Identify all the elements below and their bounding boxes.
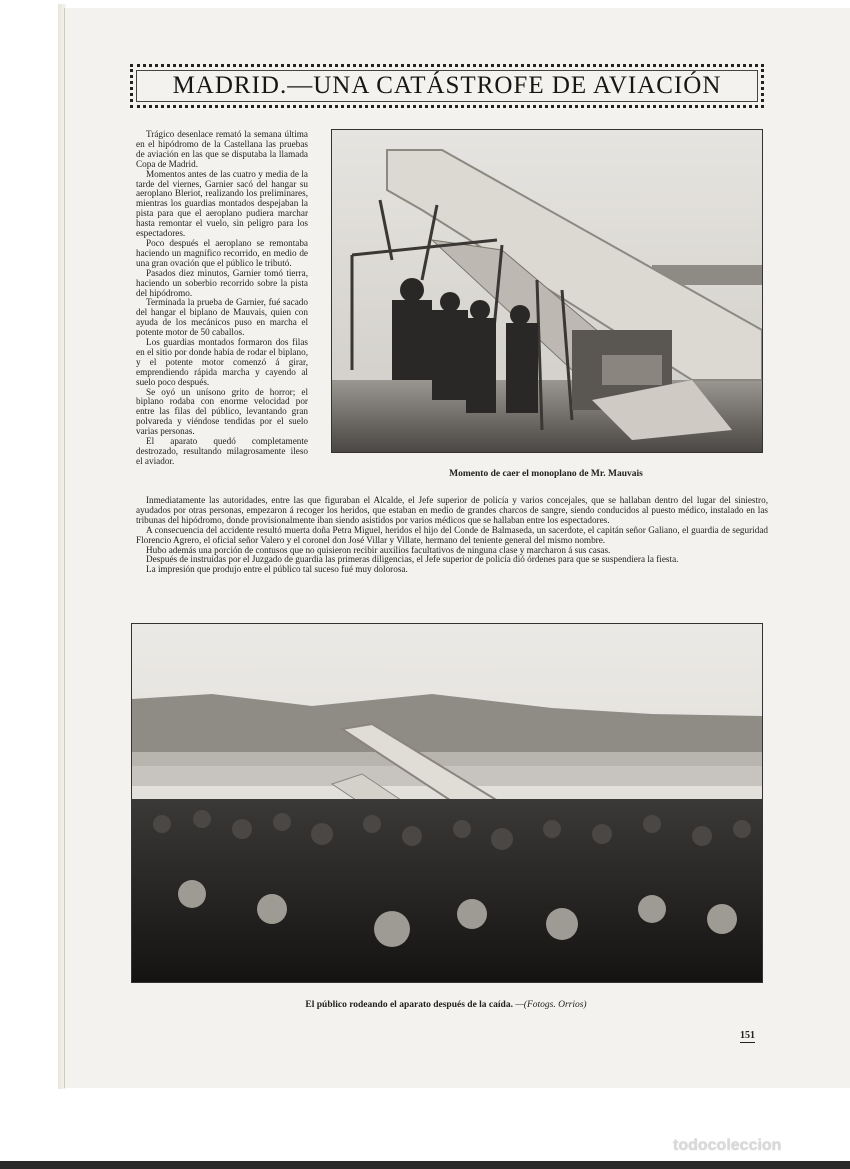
intro-paragraph: Trágico desenlace remató la semana última en el hipódromo de la Castellana las pruebas de aviación en las que se disputaba la llamada Copa de Madrid. [136, 129, 308, 169]
intro-paragraph: Momentos antes de las cuatro y media de la tarde del viernes, Garnier sacó del hangar su aeroplano Bleriot, realizando los preliminares, mientras los guardias montados despejaban la pista para que el aeroplano pudiera marchar hasta remontar el vuelo, sin peligro para los espectadores. [136, 168, 308, 239]
scan-border [0, 1161, 850, 1169]
caption-crowd-photo [131, 1000, 761, 1010]
intro-column [136, 130, 308, 467]
intro-paragraph: Poco después el aeroplano se remontaba haciendo un magnífico recorrido, en medio de una gran ovación que el público le tributó. [136, 237, 308, 268]
caption-crowd-main: El público rodeando el aparato después de la caída. [305, 1000, 513, 1010]
body-paragraph: Inmediatamente las autoridades, entre las que figuraban el Alcalde, el Jefe superior de policía y varios concejales, que se hallaban dentro del lugar del siniestro, ayudados por otras personas, empezaron á recoger los heridos, que estaban en medio de grandes charcos de sangre, siendo conducidos al puesto médico, instalado en las tribunas del hipódromo, donde provisionalmente iban siendo asistidos por varios médicos que se hallaban entre los espectadores. [136, 495, 768, 525]
crash-photo [331, 129, 763, 453]
full-width-column [136, 496, 768, 575]
page-number: 151 [740, 1030, 755, 1041]
photo-credit: —(Fotogs. Orrios) [515, 1000, 587, 1010]
watermark-logo: todocoleccion [673, 1137, 782, 1154]
intro-paragraph: Pasados diez minutos, Garnier tomó tierra, haciendo un soberbio recorrido sobre la pista del hipódromo. [136, 267, 308, 298]
intro-paragraph: Los guardias montados formaron dos filas en el sitio por donde había de rodar el biplano, y el potente motor comenzó á girar, emprendiendo rápida marcha y cayendo al suelo poco después. [136, 337, 308, 387]
title-frame [130, 64, 764, 108]
body-paragraph: Hubo además una porción de contusos que no quisieron recibir auxilios facultativos de ninguna clase y marcharon á sus casas. [146, 544, 611, 555]
crowd-photo-image [132, 624, 762, 982]
crowd-photo [131, 623, 763, 983]
caption-crash-photo: Momento de caer el monoplano de Mr. Mauvais [449, 469, 643, 479]
intro-paragraph: El aparato quedó completamente destrozado, resultando milagrosamente ileso el aviador. [136, 436, 308, 466]
crash-photo-image [332, 130, 762, 452]
intro-paragraph: Terminada la prueba de Garnier, fué sacado del hangar el biplano de Mauvais, quien con ayuda de los mecánicos puso en marcha el potente motor de 50 caballos. [136, 297, 308, 338]
article-title: MADRID.—UNA CATÁSTROFE DE AVIACIÓN [172, 72, 722, 99]
body-paragraph: La impresión que produjo entre el público tal suceso fué muy dolorosa. [146, 564, 408, 575]
body-paragraph: A consecuencia del accidente resultó muerta doña Petra Miguel, heridos el hijo del Conde de Balmaseda, un sacerdote, el capitán señor Galiano, el guardia de seguridad Florencio Agrero, el oficial señor Valero y el coronel don José Villar y Villate, hermano del teniente general del mismo nombre. [136, 524, 768, 545]
intro-paragraph: Se oyó un unísono grito de horror; el biplano rodaba con enorme velocidad por entre las filas del público, levantando gran polvareda y viéndose tendidas por el suelo varias personas. [136, 386, 308, 437]
body-paragraph: Después de instruidas por el Juzgado de guardia las primeras diligencias, el Jefe superior de policía dió órdenes para que se suspendiera la fiesta. [146, 554, 679, 565]
